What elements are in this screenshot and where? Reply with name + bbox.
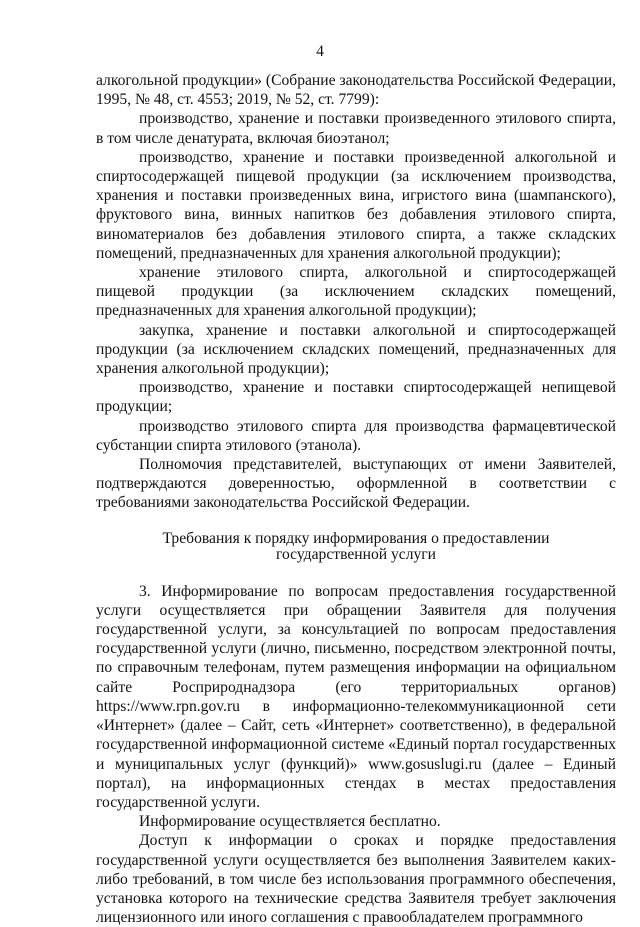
page-number: 4 [316,43,324,60]
paragraph-free-of-charge: Информирование осуществляется бесплатно. [139,813,441,831]
paragraph-list-item: производство, хранение и поставки произведенной алкогольной и спиртосодержащей пищевой продукции (за исключением производства, хранения и поставки произведенных вина, игристого вина (шампанского), фруктового вина, винных напитков без добавления этилового спирта, виноматериалов без добавления этилового спирта, а также складских помещений, предназначенных для хранения алкогольной продукции); [96,148,616,262]
spacer [96,563,616,582]
paragraph-list-item: производство, хранение и поставки спиртосодержащей непищевой продукции; [96,379,616,416]
paragraph-list-item: производство, хранение и поставки произведенного этилового спирта, в том числе денатурата, включая биоэтанол; [96,110,616,147]
section-heading-line-1: Требования к порядку информирования о предоставлении [162,529,550,547]
paragraph-list-item: производство этилового спирта для производства фармацевтической субстанции спирта этилового (этанола). [96,417,616,454]
paragraph-list-item: хранение этилового спирта, алкогольной и спиртосодержащей пищевой продукции (за исключением складских помещений, предназначенных для хранения алкогольной продукции); [96,264,616,320]
document-body [96,71,616,927]
paragraph-clause-3: 3. Информирование по вопросам предоставления государственной услуги осуществляется при обращении Заявителя для получения государственной услуги, за консультацией по вопросам предоставления государственной услуги (лично, письменно, посредством электронной почты, по справочным телефонам, путем размещения информации на официальном сайте Росприроднадзора (его территориальных органов) https://www.rpn.gov.ru в информационно-телекоммуникационной сети «Интернет» (далее – Сайт, сеть «Интернет» соответственно), в федеральной государственной информационной системе «Единый портал государственных и муниципальных услуг (функций)» www.gosuslugi.ru (далее – Единый портал), на информационных стендах в местах предоставления государственной услуги. [96,582,616,811]
spacer [96,513,616,531]
paragraph-list-item: закупка, хранение и поставки алкогольной и спиртосодержащей продукции (за исключением складских помещений, предназначенных для хранения алкогольной продукции); [96,321,616,378]
paragraph-access-to-information: Доступ к информации о сроках и порядке предоставления государственной услуги осуществляется без выполнения Заявителем каких-либо требований, в том числе без использования программного обеспечения, установка которого на технические средства Заявителя требует заключения лицензионного или иного соглашения с правообладателем программного [96,832,616,927]
section-heading [96,531,616,563]
section-heading-line-2: государственной услуги [275,545,437,563]
paragraph-law-citation: алкогольной продукции» (Собрание законодательства Российской Федерации, 1995, № 48, ст. 4553; 2019, № 52, ст. 7799): [96,72,616,109]
paragraph-representatives: Полномочия представителей, выступающих от имени Заявителей, подтверждаются доверенностью, оформленной в соответствии с требованиями законодательства Российской Федерации. [96,456,616,512]
